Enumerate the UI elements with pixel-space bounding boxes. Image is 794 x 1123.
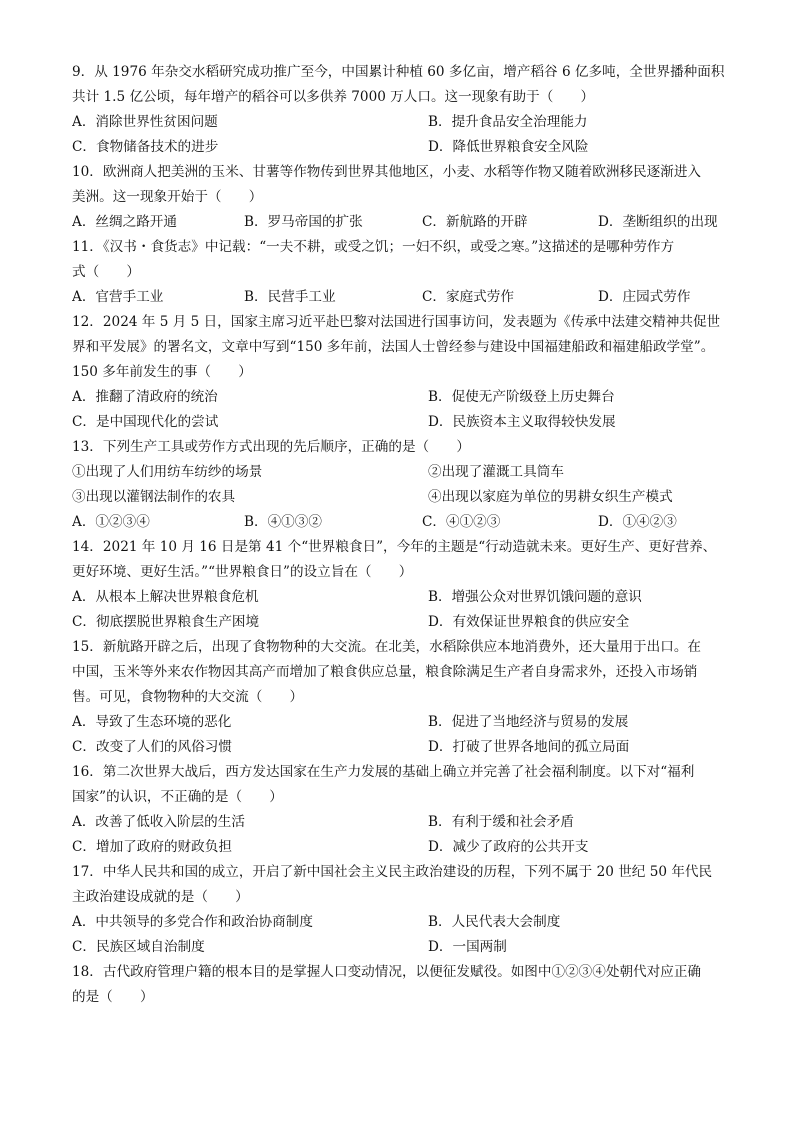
answer-option: B．促进了当地经济与贸易的发展 [428, 714, 629, 730]
answer-option: D．垄断组织的出现 [598, 214, 718, 230]
answer-option: B．提升食品安全治理能力 [428, 114, 588, 130]
options-row [72, 585, 738, 610]
question-block [72, 535, 738, 635]
answer-option: C．民族区域自治制度 [72, 939, 205, 955]
statement-item: ①出现了人们用纺车纺纱的场景 [72, 464, 263, 480]
answer-option: B．④①③② [244, 514, 322, 530]
question-block [72, 960, 738, 1010]
answer-option: A．从根本上解决世界粮食危机 [72, 589, 259, 605]
question-stem-line: 14．2021 年 10 月 16 日是第 41 个“世界粮食日”，今年的主题是“行动造就未来。更好生产、更好营养、 [72, 539, 717, 555]
answer-option: D．打破了世界各地间的孤立局面 [428, 739, 630, 755]
answer-option: B．促使无产阶级登上历史舞台 [428, 389, 615, 405]
answer-option: A．①②③④ [72, 514, 150, 530]
question-stem-line: 更好环境、更好生活。”“世界粮食日”的设立旨在（ ） [72, 564, 413, 580]
answer-option: D．民族资本主义取得较快发展 [428, 414, 616, 430]
question-stem-line: 11．《汉书・食货志》中记载：“一夫不耕，或受之饥；一妇不织，或受之寒。”这描述的是哪种劳作方 [72, 239, 675, 255]
answer-option: A．丝绸之路开通 [72, 214, 177, 230]
question-block [72, 435, 738, 535]
question-stem-line: 9．从 1976 年杂交水稻研究成功推广至今，中国累计种植 60 多亿亩，增产稻谷 6 亿多吨，全世界播种面积 [72, 64, 725, 80]
question-stem-line: 的是（ ） [72, 989, 154, 1005]
statement-item: ②出现了灌溉工具筒车 [428, 464, 564, 480]
question-stem-line: 售。可见，食物物种的大交流（ ） [72, 689, 304, 705]
question-stem-line: 12．2024 年 5 月 5 日，国家主席习近平赴巴黎对法国进行国事访问，发表题为《传承中法建交精神共促世 [72, 314, 721, 330]
question-block [72, 160, 738, 235]
options-row [72, 285, 738, 310]
options-row [72, 410, 738, 435]
statement-row [72, 460, 738, 485]
answer-option: B．罗马帝国的扩张 [244, 214, 363, 230]
answer-option: D．①④②③ [598, 514, 677, 530]
options-row [72, 835, 738, 860]
answer-option: D．一国两制 [428, 939, 507, 955]
question-block [72, 860, 738, 960]
question-block [72, 235, 738, 310]
answer-option: A．中共领导的多党合作和政治协商制度 [72, 914, 313, 930]
answer-option: C．新航路的开辟 [422, 214, 528, 230]
options-row [72, 135, 738, 160]
answer-option: D．庄园式劳作 [598, 289, 691, 305]
question-stem-line: 17．中华人民共和国的成立，开启了新中国社会主义民主政治建设的历程，下列不属于 20 世纪 50 年代民 [72, 864, 713, 880]
question-stem-line: 中国，玉米等外来农作物因其高产而增加了粮食供应总量，粮食除满足生产者自身需求外，还投入市场销 [72, 664, 698, 680]
answer-option: C．彻底摆脱世界粮食生产困境 [72, 614, 260, 630]
question-stem-line: 国家”的认识，不正确的是（ ） [72, 789, 283, 805]
answer-option: B．人民代表大会制度 [428, 914, 561, 930]
question-stem-line: 美洲。这一现象开始于（ ） [72, 189, 263, 205]
question-block [72, 60, 738, 160]
question-stem-line: 式（ ） [72, 264, 140, 280]
options-row [72, 110, 738, 135]
options-row [72, 210, 738, 235]
options-row [72, 610, 738, 635]
answer-option: D．降低世界粮食安全风险 [428, 139, 589, 155]
answer-option: C．增加了政府的财政负担 [72, 839, 232, 855]
question-stem-line: 18．古代政府管理户籍的根本目的是掌握人口变动情况，以便征发赋役。如图中①②③④处朝代对应正确 [72, 964, 702, 980]
answer-option: A．消除世界性贫困问题 [72, 114, 218, 130]
answer-option: C．是中国现代化的尝试 [72, 414, 219, 430]
question-stem-line: 16．第二次世界大战后，西方发达国家在生产力发展的基础上确立并完善了社会福利制度。以下对“福利 [72, 764, 695, 780]
answer-option: A．改善了低收入阶层的生活 [72, 814, 245, 830]
question-stem-line: 15．新航路开辟之后，出现了食物物种的大交流。在北美，水稻除供应本地消费外，还大量用于出口。在 [72, 639, 702, 655]
answer-option: C．食物储备技术的进步 [72, 139, 219, 155]
options-row [72, 935, 738, 960]
answer-option: D．有效保证世界粮食的供应安全 [428, 614, 630, 630]
answer-option: B．增强公众对世界饥饿问题的意识 [428, 589, 642, 605]
answer-option: A．官营手工业 [72, 289, 164, 305]
question-block [72, 635, 738, 760]
answer-option: B．民营手工业 [244, 289, 336, 305]
answer-option: C．改变了人们的风俗习惯 [72, 739, 232, 755]
options-row [72, 735, 738, 760]
options-row [72, 910, 738, 935]
statement-row [72, 485, 738, 510]
answer-option: D．减少了政府的公共开支 [428, 839, 589, 855]
options-row [72, 810, 738, 835]
statement-item: ④出现以家庭为单位的男耕女织生产模式 [428, 489, 673, 505]
statement-item: ③出现以灌钢法制作的农具 [72, 489, 236, 505]
question-stem-line: 共计 1.5 亿公顷，每年增产的稻谷可以多供养 7000 万人口。这一现象有助于（ ） [72, 89, 595, 105]
question-stem-line: 150 多年前发生的事（ ） [72, 364, 252, 380]
options-row [72, 510, 738, 535]
question-block [72, 760, 738, 860]
answer-option: C．④①②③ [422, 514, 501, 530]
question-stem-line: 13．下列生产工具或劳作方式出现的先后顺序，正确的是（ ） [72, 439, 470, 455]
answer-option: A．推翻了清政府的统治 [72, 389, 218, 405]
options-row [72, 710, 738, 735]
question-block [72, 310, 738, 435]
options-row [72, 385, 738, 410]
question-stem-line: 10．欧洲商人把美洲的玉米、甘薯等作物传到世界其他地区，小麦、水稻等作物又随着欧洲移民逐渐进入 [72, 164, 702, 180]
answer-option: C．家庭式劳作 [422, 289, 514, 305]
question-stem-line: 界和平发展》的署名文，文章中写到“150 多年前，法国人士曾经参与建设中国福建船政和福建船政学堂”。 [72, 339, 715, 355]
answer-option: A．导致了生态环境的恶化 [72, 714, 232, 730]
answer-option: B．有利于缓和社会矛盾 [428, 814, 574, 830]
question-stem-line: 主政治建设成就的是（ ） [72, 889, 249, 905]
